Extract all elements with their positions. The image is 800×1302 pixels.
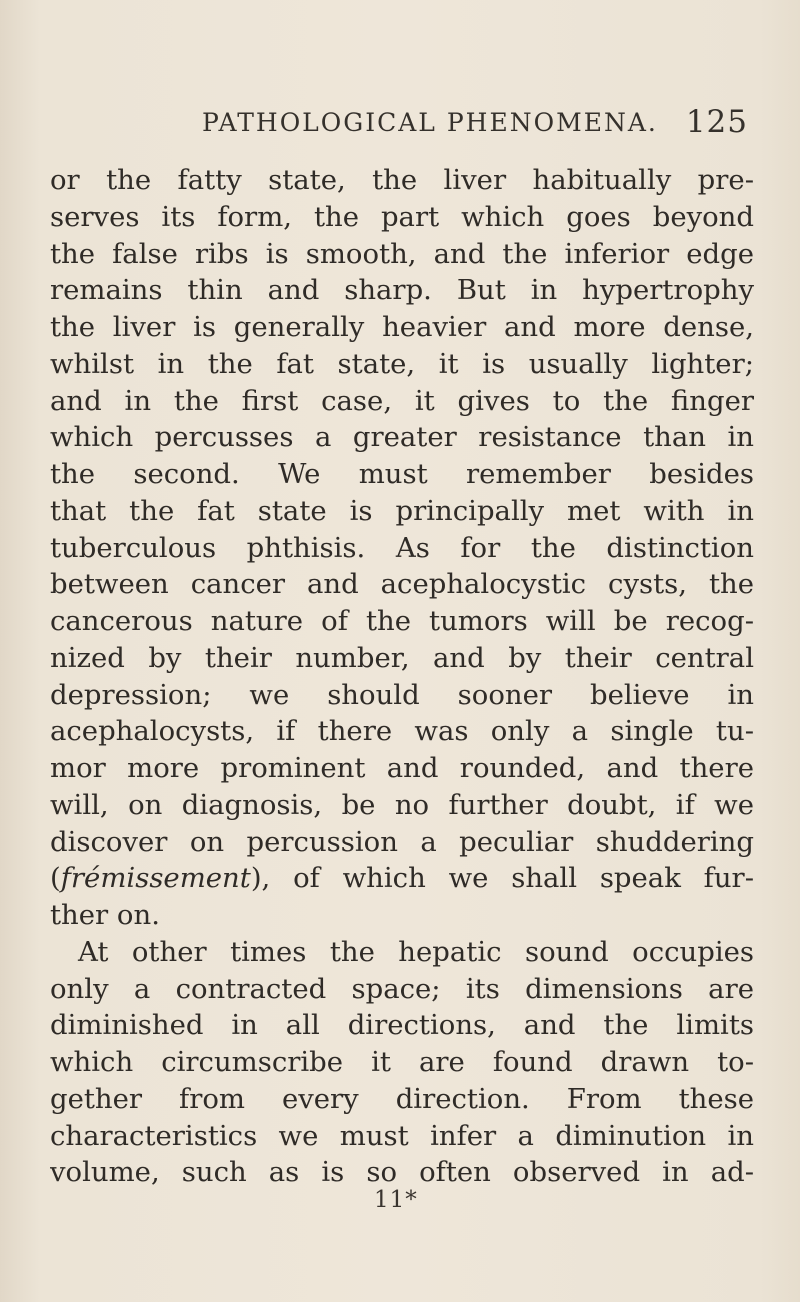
text-line: which circumscribe it are found drawn to- bbox=[50, 1046, 754, 1078]
italic-term: frémissement bbox=[60, 862, 251, 895]
text-line-with-italic bbox=[50, 860, 754, 897]
text-line: nized by their number, and by their central bbox=[50, 641, 754, 674]
text-line: cancerous nature of the tumors will be recog- bbox=[50, 605, 754, 637]
text-line: ther on. bbox=[50, 899, 160, 931]
text-line: the liver is generally heavier and more dense, bbox=[50, 311, 754, 343]
text-line: between cancer and acephalocystic cysts, the bbox=[50, 568, 754, 601]
text-line: discover on percussion a peculiar shuddering bbox=[50, 825, 754, 858]
text-line: tuberculous phthisis. As for the distinction bbox=[50, 531, 754, 564]
text-line: characteristics we must infer a diminution in bbox=[50, 1119, 754, 1152]
text-line: acephalocysts, if there was only a single tu- bbox=[50, 715, 754, 748]
text-line: remains thin and sharp. But in hypertrophy bbox=[50, 274, 754, 307]
line-remainder: ), of which we shall speak fur- bbox=[250, 862, 754, 895]
text-line: gether from every direction. From these bbox=[50, 1082, 754, 1115]
text-line: only a contracted space; its dimensions are bbox=[50, 972, 754, 1005]
text-line: or the fatty state, the liver habitually pre- bbox=[50, 164, 754, 196]
paragraph-start-line: At other times the hepatic sound occupies bbox=[78, 935, 754, 968]
signature-mark: 11* bbox=[374, 1187, 418, 1213]
text-line: serves its form, the part which goes beyond bbox=[50, 200, 754, 233]
text-line: depression; we should sooner believe in bbox=[50, 678, 754, 711]
text-line: volume, such as is so often observed in ad- bbox=[50, 1156, 754, 1189]
text-line: mor more prominent and rounded, and there bbox=[50, 752, 754, 784]
text-line: will, on diagnosis, be no further doubt, if we bbox=[50, 788, 754, 821]
text-line: diminished in all directions, and the limits bbox=[50, 1009, 754, 1042]
text-line: that the fat state is principally met with in bbox=[50, 494, 754, 527]
page-number: 125 bbox=[685, 104, 748, 140]
running-title: PATHOLOGICAL PHENOMENA. bbox=[202, 108, 658, 137]
page-header bbox=[202, 104, 748, 144]
text-line: and in the first case, it gives to the finger bbox=[50, 384, 754, 417]
text-line: the false ribs is smooth, and the inferior edge bbox=[50, 237, 754, 270]
text-line: the second. We must remember besides bbox=[50, 458, 754, 490]
text-line: which percusses a greater resistance than in bbox=[50, 421, 754, 454]
body-text bbox=[50, 162, 754, 1191]
paren-open: ( bbox=[50, 862, 61, 895]
text-line: whilst in the fat state, it is usually lighter; bbox=[50, 347, 754, 380]
